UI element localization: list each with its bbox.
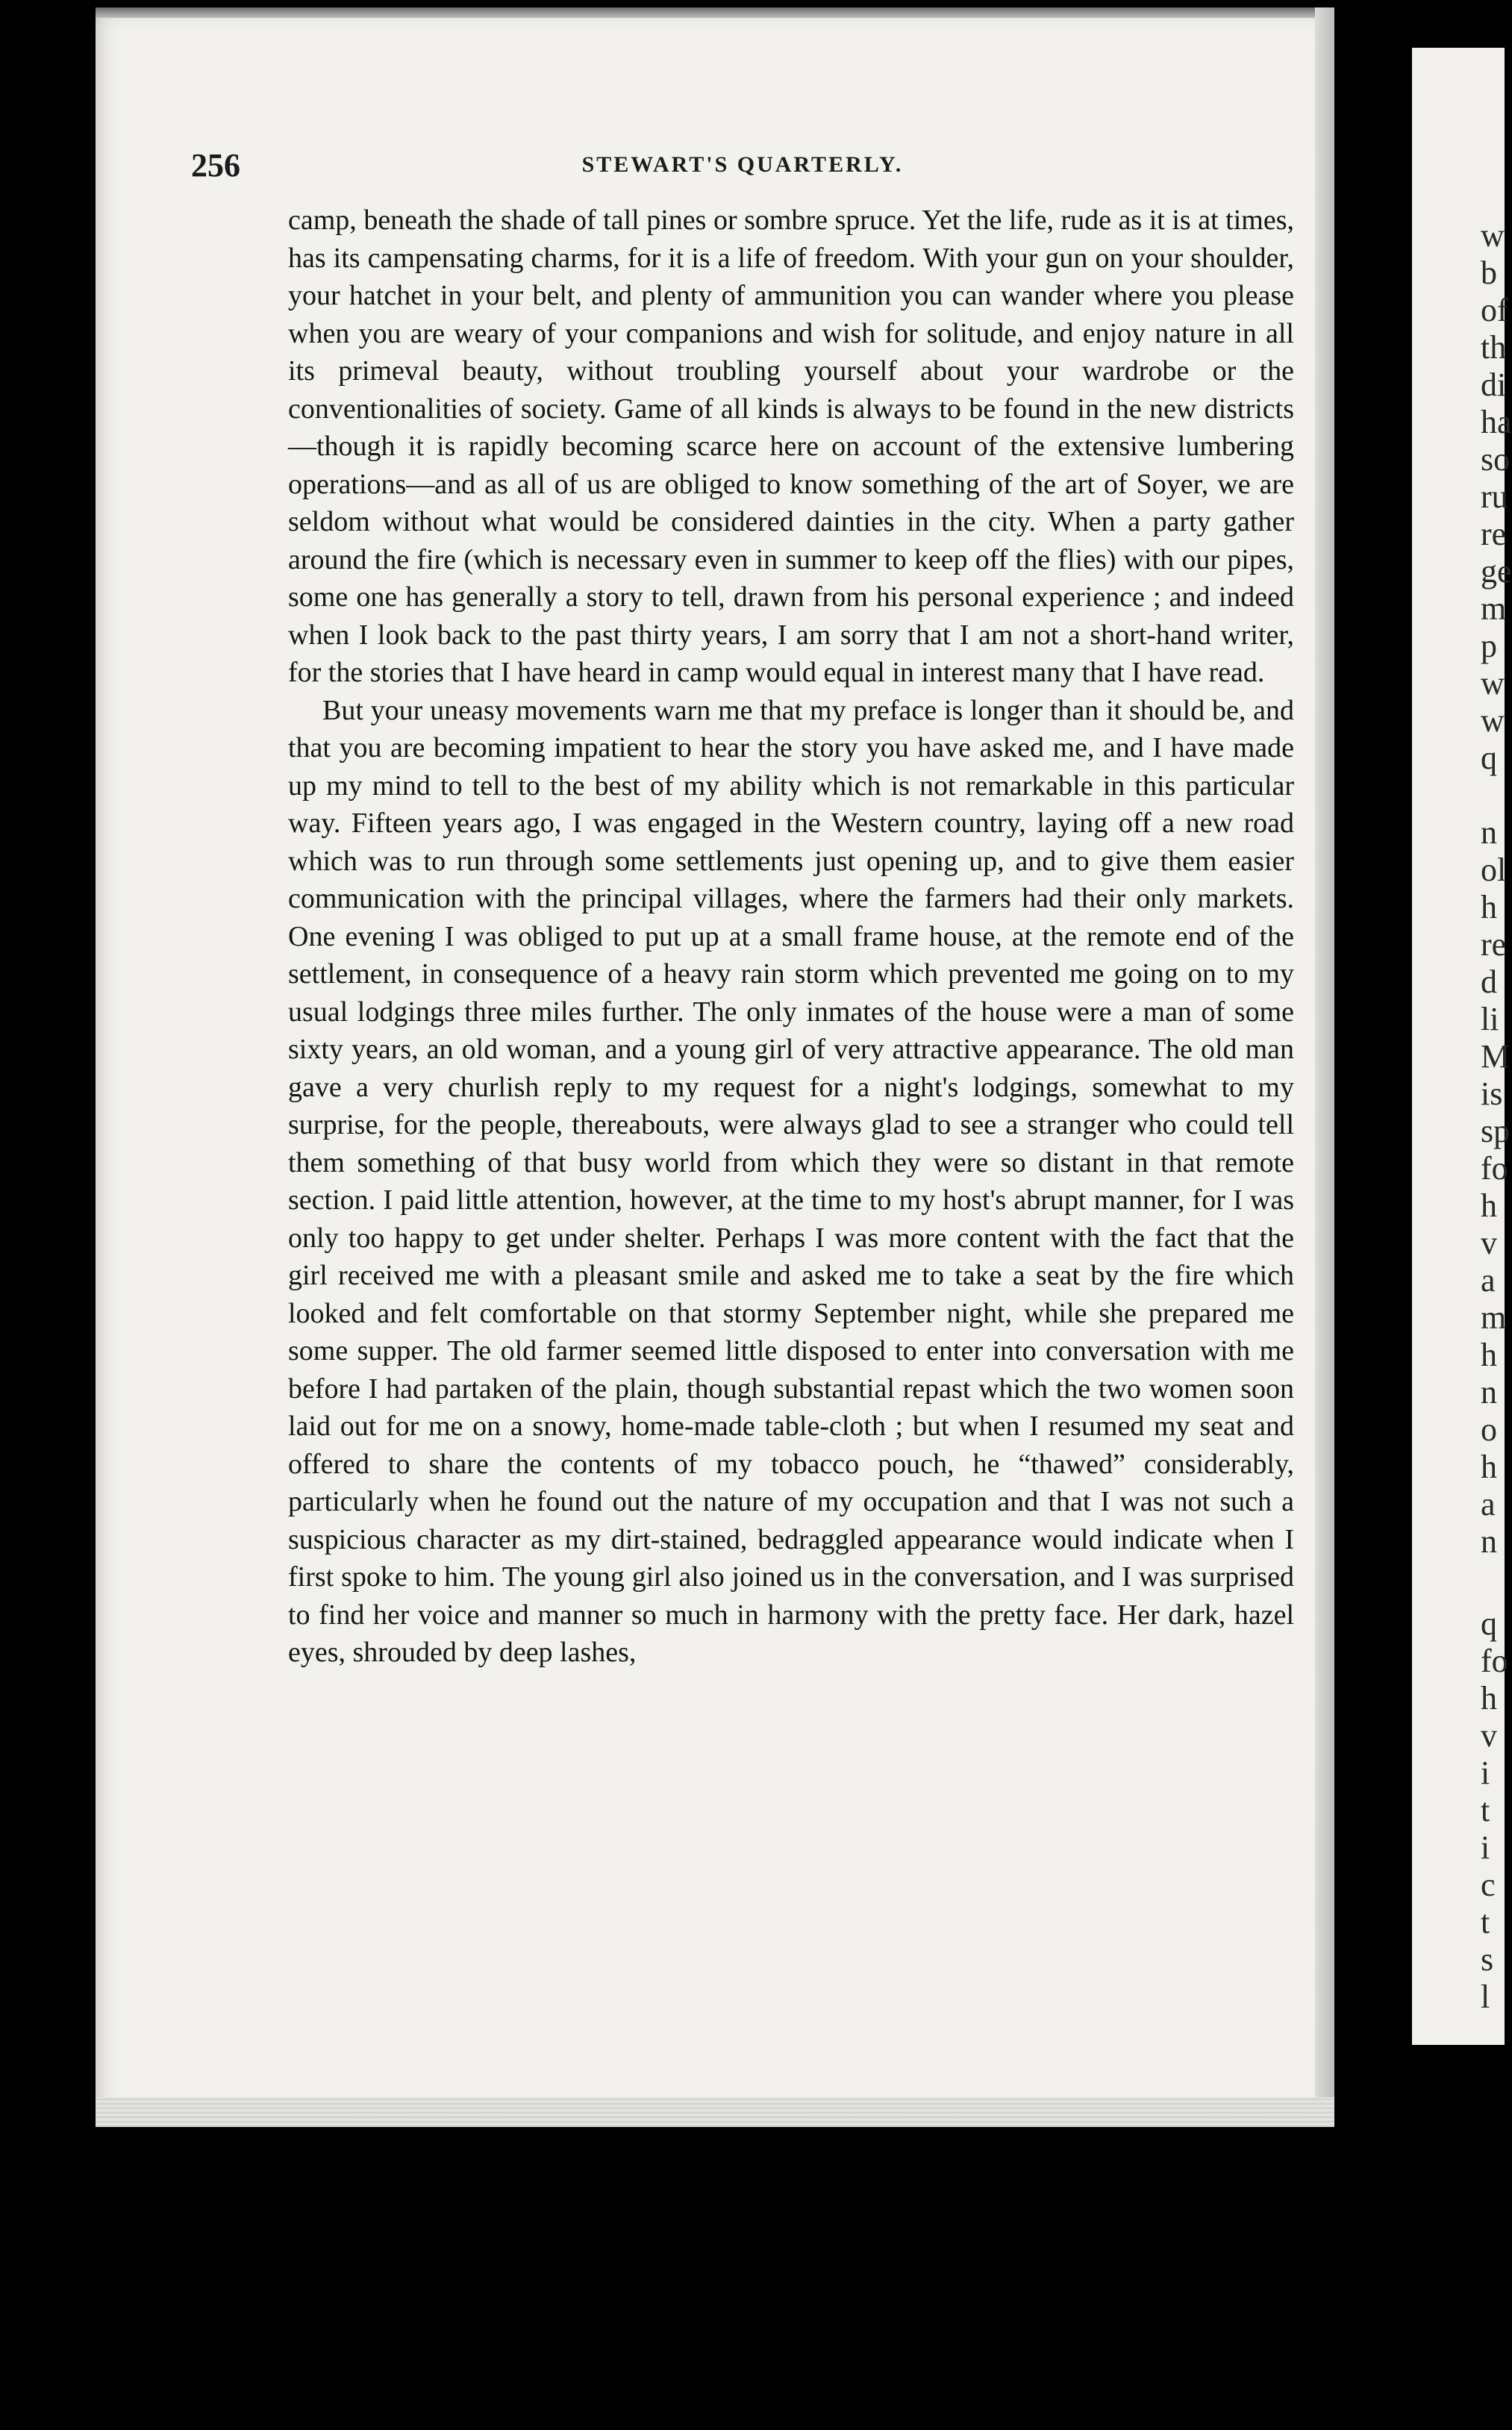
page-bottom-edge [96, 2097, 1334, 2127]
facing-fragment: of [1481, 292, 1508, 328]
facing-page [1412, 48, 1512, 2045]
facing-fragment: i [1481, 1829, 1490, 1866]
facing-fragment: h [1481, 1187, 1497, 1224]
facing-fragment: a [1481, 1262, 1496, 1299]
facing-fragment: M [1481, 1038, 1511, 1075]
facing-fragment: w [1481, 217, 1505, 254]
facing-fragment: v [1481, 1717, 1497, 1754]
facing-fragment: p [1481, 628, 1497, 664]
facing-fragment: n [1481, 1374, 1497, 1411]
facing-fragment: s [1481, 1941, 1494, 1978]
facing-fragment: li [1481, 1001, 1499, 1037]
facing-fragment: re [1481, 926, 1507, 963]
page-number: 256 [191, 147, 240, 184]
facing-fragment: fo [1481, 1150, 1508, 1187]
facing-fragment: o [1481, 1411, 1497, 1448]
facing-fragment: h [1481, 1680, 1497, 1717]
facing-fragment: di [1481, 366, 1507, 403]
facing-fragment: c [1481, 1867, 1496, 1903]
facing-fragment: th [1481, 329, 1507, 366]
facing-fragment: t [1481, 1792, 1490, 1828]
running-title: STEWART'S QUARTERLY. [581, 152, 904, 177]
facing-fragment: so [1481, 441, 1511, 478]
facing-fragment: w [1481, 702, 1505, 739]
page-top-edge [96, 7, 1334, 18]
facing-fragment: q [1481, 740, 1497, 776]
facing-fragment: ru [1481, 478, 1508, 515]
page-header [191, 146, 1294, 199]
facing-fragment: h [1481, 1337, 1497, 1373]
facing-fragment: h [1481, 889, 1497, 925]
facing-fragment: ol [1481, 852, 1507, 888]
facing-fragment: ge [1481, 553, 1512, 590]
facing-fragment: re [1481, 516, 1507, 552]
facing-fragment: a [1481, 1486, 1496, 1522]
facing-fragment: b [1481, 254, 1497, 291]
facing-fragment: sp [1481, 1113, 1511, 1149]
facing-fragment: w [1481, 665, 1505, 702]
page-right-edge [1315, 7, 1334, 2127]
facing-fragment: d [1481, 963, 1497, 1000]
facing-fragment: v [1481, 1225, 1497, 1261]
facing-fragment: n [1481, 814, 1497, 851]
facing-fragment: is [1481, 1075, 1503, 1112]
facing-fragment: h [1481, 1449, 1497, 1485]
facing-fragment: ha [1481, 404, 1512, 440]
facing-fragment: n [1481, 1523, 1497, 1560]
facing-fragment: t [1481, 1904, 1490, 1940]
facing-fragment: m [1481, 590, 1507, 627]
paragraph-1: camp, beneath the shade of tall pines or sombre spruce. Yet the life, rude as it is at times, has its campensating charms, for it is a life of freedom. With your gun on your shoulder, your hatchet in your belt, and plenty of ammunition you can wander where you please when you are weary of your companions and wish for solitude, and enjoy nature in all its primeval beauty, without troubling yourself about your wardrobe or the conventionalities of society. Game of all kinds is always to be found in the new districts—though it is rapidly becoming scarce here on account of the extensive lumbering operations—and as all of us are obliged to know something of the art of Soyer, we are seldom without what would be considered dainties in the city. When a party gather around the fire (which is necessary even in summer to keep off the flies) with our pipes, some one has generally a story to tell, drawn from his personal experience ; and indeed when I look back to the past thirty years, I am sorry that I am not a short-hand writer, for the stories that I have heard in camp would equal in interest many that I have read. [288, 204, 1294, 688]
paragraph-2: But your uneasy movements warn me that my preface is longer than it should be, and that you are becoming impatient to hear the story you have asked me, and I have made up my mind to tell to the best of my ability which is not remarkable in this particular way. Fifteen years ago, I was engaged in the Western country, laying off a new road which was to run through some settlements just opening up, and to give them easier communication with the principal villages, where the farmers had their only markets. One evening I was obliged to put up at a small frame house, at the remote end of the settlement, in consequence of a heavy rain storm which prevented me going on to my usual lodgings three miles further. The only inmates of the house were a man of some sixty years, an old woman, and a young girl of very attractive appearance. The old man gave a very churlish reply to my request for a night's lodgings, somewhat to my surprise, for the people, thereabouts, were always glad to see a stranger who could tell them something of that busy world from which they were so distant in that remote section. I paid little attention, however, at the time to my host's abrupt manner, for I was only too happy to get under shelter. Perhaps I was more content with the fact that the girl received me with a pleasant smile and asked me to take a seat by the fire which looked and felt comfortable on that stormy September night, while she prepared me some supper. The old farmer seemed little disposed to enter into conversation with me before I had partaken of the plain, though substantial repast which the two women soon laid out for me on a snowy, home-made table-cloth ; but when I resumed my seat and offered to share the contents of my tobacco pouch, he “thawed” considerably, particularly when he found out the nature of my occupation and that I was not such a suspicious character as my dirt-stained, bedraggled appearance would indicate when I first spoke to him. The young girl also joined us in the conversation, and I was surprised to find her voice and manner so much in harmony with the pretty face. Her dark, hazel eyes, shrouded by deep lashes, [288, 694, 1294, 1668]
facing-fragment: fo [1481, 1643, 1508, 1679]
facing-fragment: q [1481, 1605, 1497, 1642]
facing-fragment: l [1481, 1978, 1490, 2015]
facing-fragment: m [1481, 1299, 1507, 1336]
facing-fragment: i [1481, 1755, 1490, 1791]
body-text [288, 202, 1294, 1672]
